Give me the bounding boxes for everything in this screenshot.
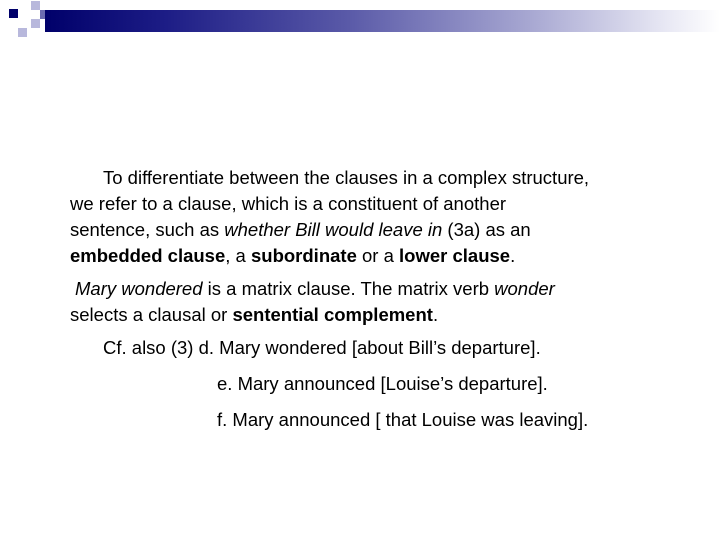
text-span: (3a) as an [442,219,531,240]
text-span: sentence, such as [70,219,225,240]
square-decoration-2 [31,1,40,10]
text-span: To differentiate between the clauses in a complex structure, [103,167,590,188]
square-decoration-5 [18,28,27,37]
text-span: . [432,304,439,325]
text-line [70,302,690,328]
text-span: we refer to a clause, which is a constituent of another [70,193,507,214]
text-line [70,191,690,217]
example-list [70,335,690,433]
text-span: is a matrix clause. The matrix verb [202,278,495,299]
square-decoration-4 [31,19,40,28]
square-decoration-1 [9,9,18,18]
text-line [70,243,690,269]
slide-body [70,165,690,433]
bold-term: subordinate [250,245,357,266]
text-span: . [510,245,516,266]
text-span: or a [356,245,400,266]
italic-term: whether Bill would leave in [224,219,443,240]
example-e: e. Mary announced [Louise’s departure]. [217,373,548,394]
italic-term: wonder [494,278,555,299]
bold-term: embedded clause [70,245,226,266]
paragraph-matrix-clause [70,276,690,328]
example-f: f. Mary announced [ that Louise was leaving]. [217,409,589,430]
text-line [70,276,690,302]
title-gradient-bar [45,10,720,32]
text-line [70,217,690,243]
bold-term: lower clause [399,245,511,266]
text-span: , a [225,245,251,266]
example-d: Cf. also (3) d. Mary wondered [about Bill’s departure]. [103,337,541,358]
text-span: selects a clausal or [70,304,233,325]
bold-term: sentential complement [232,304,433,325]
italic-term: Mary wondered [75,278,203,299]
paragraph-embedded-clause [70,165,690,269]
text-line [70,165,690,191]
